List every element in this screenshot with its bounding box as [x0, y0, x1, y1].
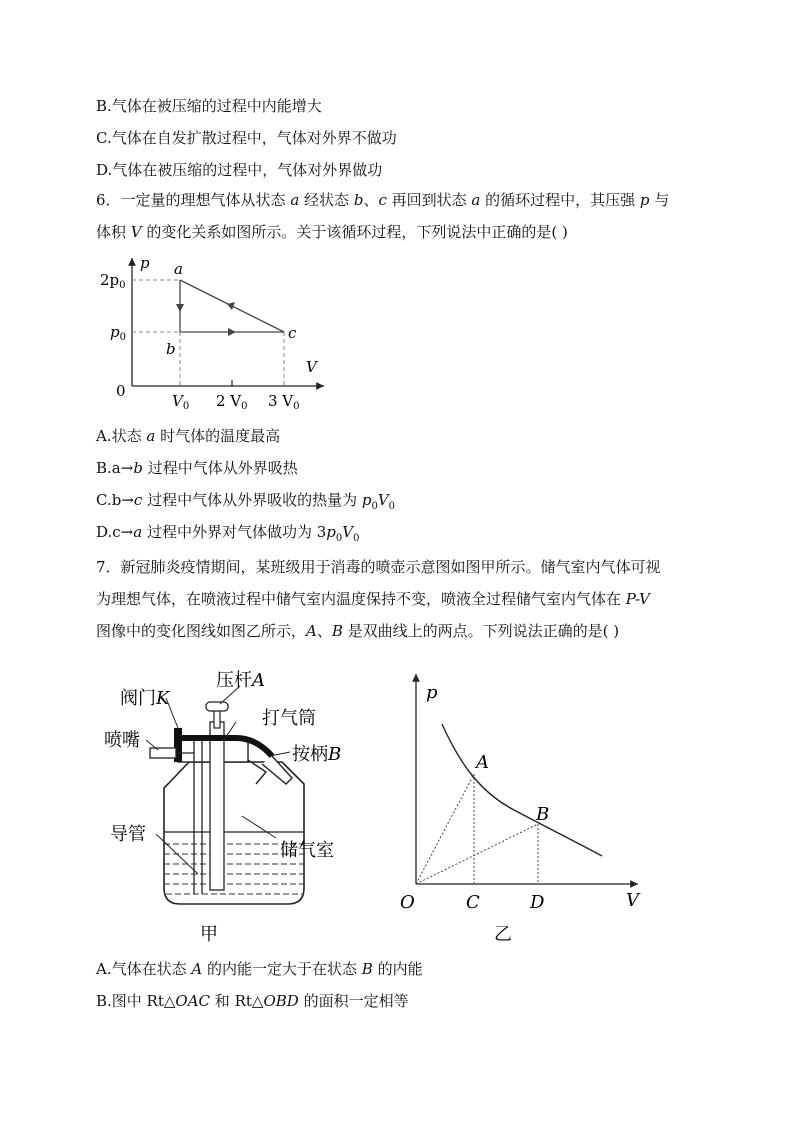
- label-nozzle: 喷嘴: [104, 730, 140, 751]
- tick-2v0: 2 $V_0$: [216, 392, 248, 412]
- point-a-label: a: [174, 260, 183, 278]
- label-tube: 导管: [110, 824, 146, 845]
- origin-label: 0: [116, 382, 126, 400]
- tick-v0: $V_0$: [172, 392, 190, 412]
- label-press-rod: 压杆A: [216, 670, 265, 691]
- point-c-label: C: [466, 892, 480, 913]
- tick-3v0: 3 $V_0$: [268, 392, 300, 412]
- y-axis-label: p: [140, 254, 150, 272]
- point-a-label: A: [476, 752, 489, 773]
- q6-option-c: C.b→c 过程中气体从外界吸收的热量为 $p_0V_0$: [96, 491, 396, 512]
- x-axis-label: V: [306, 358, 317, 376]
- q6-option-d: D.c→a 过程中外界对气体做功为 $3p_0V_0$: [96, 523, 360, 544]
- q7-stem-line2: 为理想气体，在喷液过程中储气室内温度保持不变，喷液全过程储气室内气体在 P-V: [96, 590, 650, 608]
- label-pump: 打气筒: [262, 708, 316, 729]
- origin-label: O: [400, 892, 415, 913]
- q6-pv-graph: [96, 252, 336, 416]
- y-axis-label: p: [426, 682, 438, 703]
- q6-option-a: A.状态 a 时气体的温度最高: [96, 427, 281, 445]
- x-axis-label: V: [626, 890, 639, 911]
- q7-option-a: A.气体在状态 A 的内能一定大于在状态 B 的内能: [96, 960, 423, 978]
- q7-stem-line1: 7．新冠肺炎疫情期间，某班级用于消毒的喷壶示意图如图甲所示。储气室内气体可视: [96, 558, 661, 576]
- point-c-label: c: [288, 324, 297, 342]
- q5-option-c: C.气体在自发扩散过程中，气体对外界不做功: [96, 129, 397, 147]
- isotherm-curve: [442, 724, 602, 856]
- tick-2p0: $2p_0$: [100, 271, 126, 291]
- q5-option-b: B.气体在被压缩的过程中内能增大: [96, 97, 322, 115]
- q7-option-b: B.图中 Rt△OAC 和 Rt△OBD 的面积一定相等: [96, 992, 409, 1010]
- q6-stem-line2: 体积 V 的变化关系如图所示。关于该循环过程，下列说法中正确的是( ): [96, 223, 568, 241]
- point-b-label: b: [166, 340, 176, 358]
- caption-yi: 乙: [494, 924, 512, 945]
- q7-stem-line3: 图像中的变化图线如图乙所示，A、B 是双曲线上的两点。下列说法正确的是( ): [96, 622, 620, 640]
- tick-p0: $p_0$: [110, 323, 126, 343]
- label-valve: 阀门K: [120, 688, 170, 709]
- bottle-outline: [164, 762, 304, 904]
- q6-stem-line1: 6．一定量的理想气体从状态 a 经状态 b、c 再回到状态 a 的循环过程中，其压强 p 与: [96, 191, 670, 209]
- q5-option-d: D.气体在被压缩的过程中，气体对外界做功: [96, 161, 383, 179]
- nozzle: [150, 748, 176, 758]
- point-d-label: D: [530, 892, 545, 913]
- label-chamber: 储气室: [280, 840, 334, 861]
- point-b-label: B: [536, 804, 550, 825]
- caption-jia: 甲: [200, 924, 218, 945]
- q6-option-b: B.a→b 过程中气体从外界吸热: [96, 459, 298, 477]
- label-handle: 按柄B: [292, 744, 342, 765]
- q7-pv-hyperbola-figure: [390, 668, 650, 948]
- q7-spray-bottle-figure: [96, 660, 366, 950]
